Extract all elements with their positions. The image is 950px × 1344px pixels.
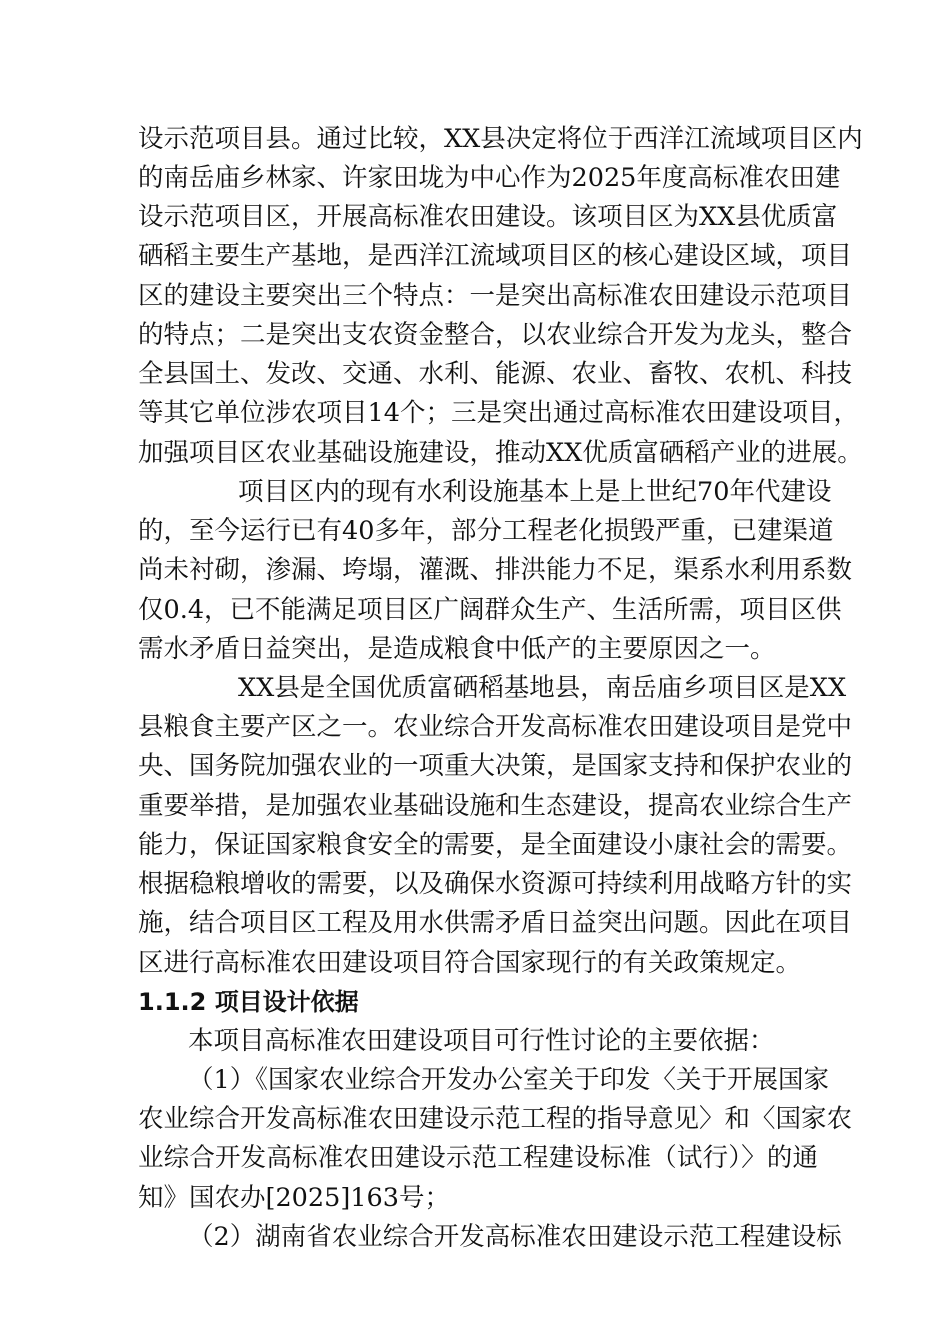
paragraph-line: 硒稻主要生产基地，是西洋江流域项目区的核心建设区域，项目: [138, 241, 853, 271]
paragraph-line: 的南岳庙乡林家、许家田垅为中心作为2025年度高标准农田建: [138, 163, 841, 193]
paragraph-line: 全县国土、发改、交通、水利、能源、农业、畜牧、农机、科技: [138, 359, 853, 389]
paragraph-line: XX县是全国优质富硒稻基地县，南岳庙乡项目区是XX: [238, 673, 847, 703]
list-item-line: （1）《国家农业综合开发办公室关于印发〈关于开展国家: [188, 1065, 829, 1095]
paragraph-line: 重要举措，是加强农业基础设施和生态建设，提高农业综合生产: [138, 791, 853, 821]
paragraph-line: 区进行高标准农田建设项目符合国家现行的有关政策规定。: [138, 948, 802, 978]
paragraph-line: 尚未衬砌，渗漏、垮塌，灌溉、排洪能力不足，渠系水利用系数: [138, 555, 853, 585]
list-item-line: （2）湖南省农业综合开发高标准农田建设示范工程建设标: [188, 1222, 842, 1252]
paragraph-line: 区的建设主要突出三个特点：一是突出高标准农田建设示范项目: [138, 281, 853, 311]
paragraph-line: 的特点；二是突出支农资金整合，以农业综合开发为龙头，整合: [138, 320, 853, 350]
paragraph-line: 根据稳粮增收的需要，以及确保水资源可持续利用战略方针的实: [138, 869, 853, 899]
paragraph-line: 施，结合项目区工程及用水供需矛盾日益突出问题。因此在项目: [138, 908, 853, 938]
paragraph-line: 加强项目区农业基础设施建设，推动XX优质富硒稻产业的进展。: [138, 438, 863, 468]
paragraph-line: 项目区内的现有水利设施基本上是上世纪70年代建设: [238, 477, 832, 507]
paragraph-line: 央、国务院加强农业的一项重大决策，是国家支持和保护农业的: [138, 751, 853, 781]
paragraph-line: 的，至今运行已有40多年，部分工程老化损毁严重，已建渠道: [138, 516, 834, 546]
paragraph-line: 需水矛盾日益突出，是造成粮食中低产的主要原因之一。: [138, 634, 776, 664]
paragraph-line: 仅0.4，已不能满足项目区广阔群众生产、生活所需，项目区供: [138, 595, 842, 625]
section-heading: 1.1.2 项目设计依据: [138, 988, 359, 1016]
paragraph-line: 设示范项目区，开展高标准农田建设。该项目区为XX县优质富: [138, 202, 838, 232]
paragraph-line: 设示范项目县。通过比较，XX县决定将位于西洋江流域项目区内: [138, 124, 863, 154]
list-item-line: 业综合开发高标准农田建设示范工程建设标准（试行）〉的通: [138, 1143, 818, 1173]
paragraph-line: 等其它单位涉农项目14个；三是突出通过高标准农田建设项目，: [138, 398, 859, 428]
list-item-line: 知》国农办[2025]163号；: [138, 1183, 450, 1213]
paragraph-line: 县粮食主要产区之一。农业综合开发高标准农田建设项目是党中: [138, 712, 853, 742]
paragraph-line: 能力，保证国家粮食安全的需要，是全面建设小康社会的需要。: [138, 830, 853, 860]
paragraph-line: 本项目高标准农田建设项目可行性讨论的主要依据：: [188, 1026, 775, 1056]
list-item-line: 农业综合开发高标准农田建设示范工程的指导意见〉和〈国家农: [138, 1104, 853, 1134]
